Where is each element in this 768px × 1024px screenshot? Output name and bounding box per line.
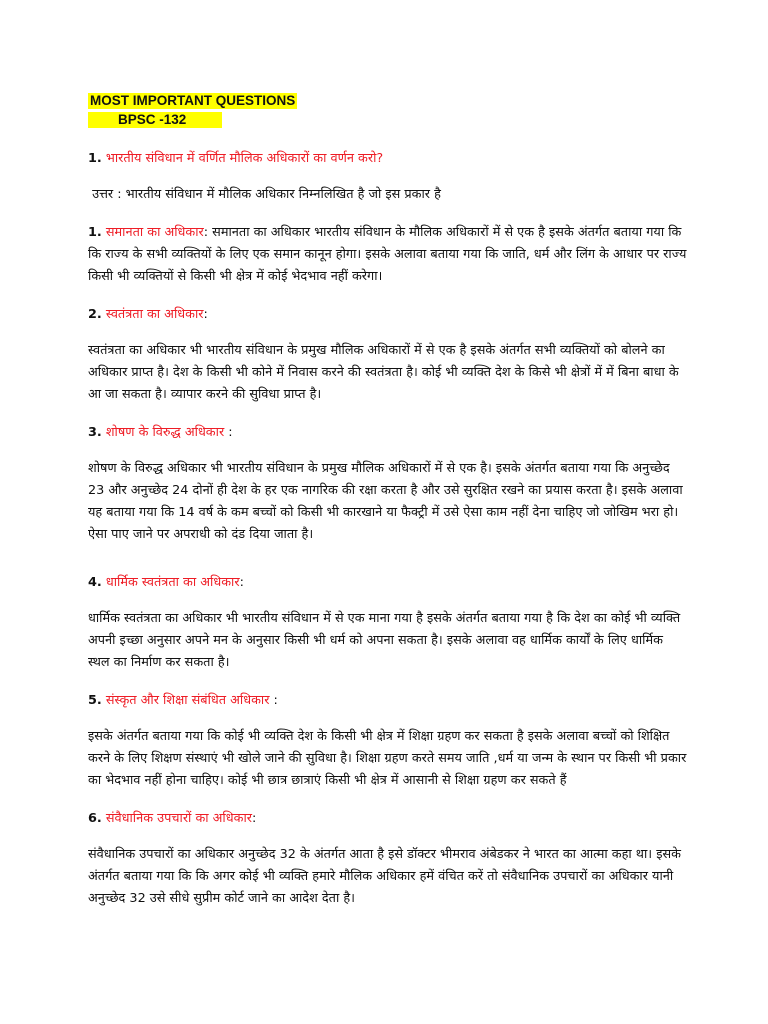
section-5-heading-suffix: : [269, 693, 278, 708]
title-line [88, 90, 688, 109]
section-6-heading-suffix: : [252, 811, 257, 826]
section-6-number: 6. [88, 811, 102, 826]
section-4-heading-line [88, 572, 688, 594]
section-1-heading: समानता का अधिकार [105, 225, 204, 240]
section-2-heading-suffix: : [203, 307, 208, 322]
section-1-number: 1. [88, 225, 102, 240]
section-3-body: शोषण के विरुद्ध अधिकार भी भारतीय संविधान के प्रमुख मौलिक अधिकारों में से एक है। इसके अंतर्गत बताया गया कि अनुच्छेद 23 और अनुच्छेद 24 दोनों ही देश के हर एक नागरिक की रक्षा करता है और उसे सुरक्षित रखने का प्रयास करता है। इसके अलावा यह बताया गया कि 14 वर्ष के कम बच्चों को किसी भी कारखाने या फैक्ट्री में उसे ऐसा काम नहीं देना चाहिए जो जोखिम भरा हो। ऐसा पाए जाने पर अपराधी को दंड दिया जाता है। [88, 461, 683, 542]
section-6-heading: संवैधानिक उपचारों का अधिकार [105, 811, 252, 826]
section-2-number: 2. [88, 307, 102, 322]
section-5-number: 5. [88, 693, 102, 708]
section-6-body: संवैधानिक उपचारों का अधिकार अनुच्छेद 32 के अंतर्गत आता है इसे डॉक्टर भीमराव अंबेडकर ने भारत का आत्मा कहा था। इसके अंतर्गत बताया गया कि कि अगर कोई भी व्यक्ति हमारे मौलिक अधिकार हमें वंचित करें तो संवैधानिक उपचारों का अधिकार यानी अनुच्छेद 32 उसे सीधे सुप्रीम कोर्ट जाने का आदेश देता है। [88, 847, 681, 906]
section-3-heading-suffix: : [224, 425, 233, 440]
section-5-heading: संस्कृत और शिक्षा संबंधित अधिकार [105, 693, 270, 708]
subtitle-line [88, 109, 688, 128]
question [88, 148, 688, 170]
question-text: भारतीय संविधान में वर्णित मौलिक अधिकारों का वर्णन करो? [105, 151, 384, 166]
section-3-number: 3. [88, 425, 102, 440]
section-1 [88, 222, 688, 288]
section-4-heading: धार्मिक स्वतंत्रता का अधिकार [105, 575, 240, 590]
answer-intro-text: उत्तर : भारतीय संविधान में मौलिक अधिकार निम्नलिखित है जो इस प्रकार है [92, 187, 441, 202]
section-3-heading: शोषण के विरुद्ध अधिकार [105, 425, 225, 440]
section-2-heading: स्वतंत्रता का अधिकार [105, 307, 204, 322]
section-4-body: धार्मिक स्वतंत्रता का अधिकार भी भारतीय संविधान में से एक माना गया है इसके अंतर्गत बताया गया है कि देश का कोई भी व्यक्ति अपनी इच्छा अनुसार अपने मन के अनुसार किसी भी धर्म को अपना सकता है। इसके अलावा वह धार्मिक कार्यों के लिए धार्मिक स्थल का निर्माण कर सकता है। [88, 611, 681, 670]
document-subtitle: BPSC -132 [88, 112, 222, 128]
section-5-heading-line [88, 690, 688, 712]
section-6-heading-line [88, 808, 688, 830]
answer-intro [88, 184, 688, 206]
section-2-body: स्वतंत्रता का अधिकार भी भारतीय संविधान के प्रमुख मौलिक अधिकारों में से एक है इसके अंतर्गत सभी व्यक्तियों को बोलने का अधिकार प्राप्त है। देश के किसी भी कोने में निवास करने की स्वतंत्रता है। कोई भी व्यक्ति देश के किसे भी क्षेत्रों में में बिना बाधा के आ जा सकता है। व्यापार करने की सुविधा प्राप्त है। [88, 343, 679, 402]
section-2-heading-line [88, 304, 688, 326]
section-3-heading-line [88, 422, 688, 444]
section-5-body: इसके अंतर्गत बताया गया कि कोई भी व्यक्ति देश के किसी भी क्षेत्र में शिक्षा ग्रहण कर सकता है इसके अलावा बच्चों को शिक्षित करने के लिए शिक्षण संस्थाएं भी खोले जाने की सुविधा है। शिक्षा ग्रहण करते समय जाति ,धर्म या जन्म के स्थान पर किसी भी प्रकार का भेदभाव नहीं होना चाहिए। कोई भी छात्र छात्राएं किसी भी क्षेत्र में आसानी से शिक्षा ग्रहण कर सकते हैं [88, 729, 687, 788]
section-4-heading-suffix: : [239, 575, 244, 590]
section-1-heading-suffix: : [203, 225, 209, 240]
section-4-number: 4. [88, 575, 102, 590]
question-number: 1. [88, 151, 102, 166]
section-1-body: समानता का अधिकार भारतीय संविधान के मौलिक अधिकारों में से एक है इसके अंतर्गत बताया गया कि कि राज्य के सभी व्यक्तियों के लिए एक समान कानून होगा। इसके अलावा बताया गया कि जाति, धर्म और लिंग के आधार पर राज्य किसी भी व्यक्तियों से किसी भी क्षेत्र में कोई भेदभाव नहीं करेगा। [88, 225, 687, 284]
document-title: MOST IMPORTANT QUESTIONS [90, 93, 296, 108]
